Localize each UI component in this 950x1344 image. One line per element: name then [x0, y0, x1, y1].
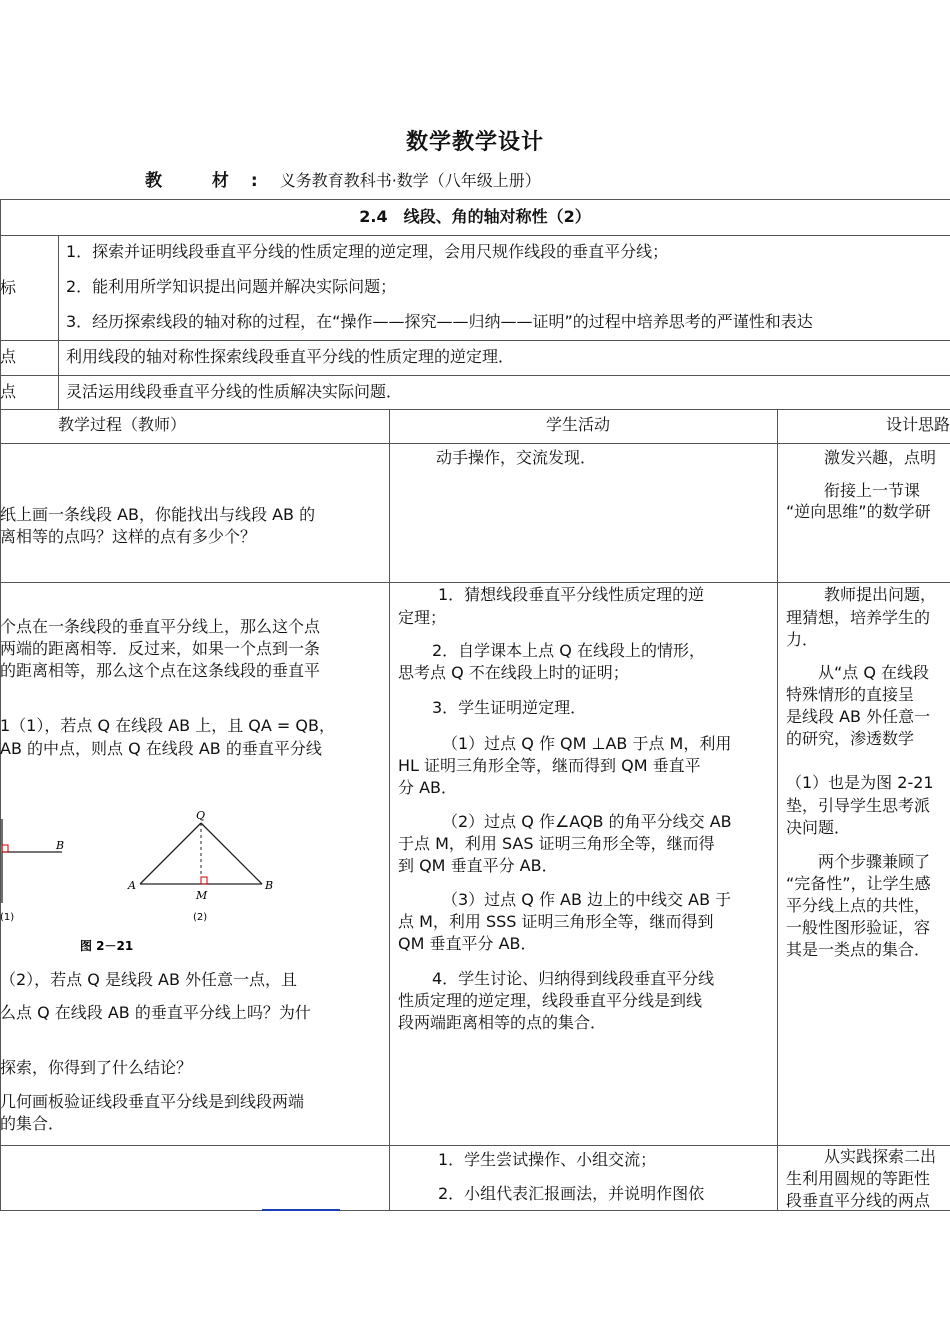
row2-teacher-line-3: 的距离相等，那么这个点在这条线段的垂直平 — [0, 661, 321, 680]
material-value: 义务教育教科书·数学（八年级上册） — [279, 171, 541, 190]
row2-student-line-1: 1．猜想线段垂直平分线性质定理的逆 — [438, 585, 705, 604]
figure-2-21 — [0, 805, 300, 955]
row2-design-line-6: 是线段 AB 外任意一 — [786, 707, 931, 726]
header-teacher: 教学过程（教师） — [58, 415, 187, 434]
row2-design-line-15: 其是一类点的集合． — [786, 940, 931, 959]
figure-caption: 图 2－21 — [80, 939, 134, 953]
row2-design-line-4: 从“点 Q 在线段 — [818, 663, 930, 682]
row2-design-line-10: 决问题． — [786, 818, 851, 837]
row2-design-line-5: 特殊情形的直接呈 — [786, 685, 915, 704]
row1-design-line-1: 激发兴趣，点明 — [824, 448, 937, 467]
row2-student-line-12: （3）过点 Q 作 AB 边上的中线交 AB 于 — [442, 890, 732, 909]
figure-2-triangle — [127, 809, 273, 923]
row2-design-line-13: 平分线上点的共性， — [786, 896, 931, 915]
difficult-point-text: 灵活运用线段垂直平分线的性质解决实际问题． — [66, 382, 403, 401]
row2-student-line-5: 3．学生证明逆定理． — [432, 698, 587, 717]
row1-student: 动手操作，交流发现． — [436, 448, 597, 467]
label-b: B — [265, 879, 274, 892]
goals-label: 标 — [0, 278, 17, 297]
row2-teacher-line-4: 1（1），若点 Q 在线段 AB 上，且 QA = QB， — [0, 716, 335, 735]
row2-teacher-line-1: 个点在一条线段的垂直平分线上，那么这个点 — [0, 617, 321, 636]
row2-student-line-13: 点 M，利用 SSS 证明三角形全等，继而得到 — [398, 912, 714, 931]
sub-label-1: (1) — [0, 912, 15, 923]
row3-design-line-2: 生利用圆规的等距性 — [786, 1169, 931, 1188]
row2-student-line-11: 到 QM 垂直平分 AB． — [398, 856, 558, 875]
row2-student-line-10: 于点 M，利用 SAS 证明三角形全等，继而得 — [398, 834, 715, 853]
row2-design-line-12: “完备性”，让学生感 — [786, 874, 931, 893]
label-a: A — [128, 879, 136, 892]
row1-teacher-line-1: 纸上画一条线段 AB，你能找出与线段 AB 的 — [0, 505, 316, 524]
row2-design-line-7: 的研究，渗透数学 — [786, 729, 915, 748]
row2-teacher-line-5: AB 的中点，则点 Q 在线段 AB 的垂直平分线 — [0, 739, 322, 758]
goal-item-1: 1．探索并证明线段垂直平分线的性质定理的逆定理，会用尺规作线段的垂直平分线； — [66, 242, 669, 261]
row1-teacher-line-2: 离相等的点吗？这样的点有多少个？ — [0, 527, 257, 546]
table-top-border — [0, 199, 950, 200]
row2-student-line-4: 思考点 Q 不在线段上时的证明； — [398, 663, 629, 682]
sub-label-2: (2) — [193, 912, 208, 923]
row2-teacher-line-2: 两端的距离相等．反过来，如果一个点到一条 — [0, 639, 321, 658]
row2-student-line-14: QM 垂直平分 AB． — [398, 934, 537, 953]
goal-item-3: 3．经历探索线段的轴对称的过程，在“操作——探究——归纳——证明”的过程中培养思考的严谨性和表达 — [66, 312, 813, 331]
row2-design-line-1: 教师提出问题， — [824, 585, 937, 604]
row2-design-line-9: 垫，引导学生思考派 — [786, 796, 931, 815]
row3-student-line-2: 2．小组代表汇报画法，并说明作图依 — [438, 1184, 705, 1203]
row2-student-line-7: HL 证明三角形全等，继而得到 QM 垂直平 — [398, 756, 701, 775]
difficult-point-label: 点 — [0, 382, 17, 401]
row2-student-line-2: 定理； — [398, 608, 447, 627]
label-b-fig1: B — [56, 839, 65, 852]
row2-teacher-line-8: 探索，你得到了什么结论？ — [0, 1058, 193, 1077]
row2-student-line-16: 性质定理的逆定理，线段垂直平分线是到线 — [398, 991, 703, 1010]
row2-design-line-8: （1）也是为图 2-21 — [786, 773, 934, 792]
key-point-label: 点 — [0, 347, 17, 366]
row2-teacher-line-6: （2），若点 Q 是线段 AB 外任意一点，且 — [0, 970, 298, 989]
row3-design-line-1: 从实践探索二出 — [824, 1147, 937, 1166]
lesson-title: 2.4 线段、角的轴对称性（2） — [359, 207, 591, 226]
row2-student-line-17: 段两端距离相等的点的集合． — [398, 1013, 607, 1032]
document-title: 数学教学设计 — [405, 130, 544, 155]
row3-design-line-3: 段垂直平分线的两点 — [786, 1191, 931, 1210]
row1-design-line-2: 衔接上一节课 — [824, 481, 921, 500]
header-student: 学生活动 — [546, 415, 611, 434]
material-line — [145, 166, 541, 191]
row2-student-line-15: 4．学生讨论、归纳得到线段垂直平分线 — [432, 969, 715, 988]
row1-design-line-3: “逆向思维”的数学研 — [786, 502, 931, 521]
row2-student-line-8: 分 AB． — [398, 778, 458, 797]
row2-design-line-11: 两个步骤兼顾了 — [818, 852, 931, 871]
header-design: 设计思路 — [886, 415, 950, 434]
row2-student-line-6: （1）过点 Q 作 QM ⊥AB 于点 M，利用 — [442, 734, 732, 753]
figure-1-partial — [0, 819, 64, 923]
link-underline — [262, 1209, 340, 1211]
label-q: Q — [196, 809, 206, 822]
row2-teacher-line-10: 的集合． — [0, 1114, 65, 1133]
material-label: 教 材: — [145, 171, 280, 191]
row2-design-line-14: 一般性图形验证，容 — [786, 918, 931, 937]
key-point-text: 利用线段的轴对称性探索线段垂直平分线的性质定理的逆定理． — [66, 347, 515, 366]
row2-student-line-3: 2．自学课本上点 Q 在线段上的情形， — [432, 641, 705, 660]
label-m: M — [196, 889, 208, 902]
row2-student-line-9: （2）过点 Q 作∠AQB 的角平分线交 AB — [442, 812, 732, 831]
row3-student-line-1: 1．学生尝试操作、小组交流； — [438, 1150, 657, 1169]
row2-design-line-3: 力． — [786, 630, 819, 649]
goal-item-2: 2．能利用所学知识提出问题并解决实际问题； — [66, 277, 397, 296]
row2-design-line-2: 理猜想，培养学生的 — [786, 608, 931, 627]
row2-teacher-line-9: 几何画板验证线段垂直平分线是到线段两端 — [0, 1092, 305, 1111]
row2-teacher-line-7: 么点 Q 在线段 AB 的垂直平分线上吗？为什 — [0, 1003, 311, 1022]
